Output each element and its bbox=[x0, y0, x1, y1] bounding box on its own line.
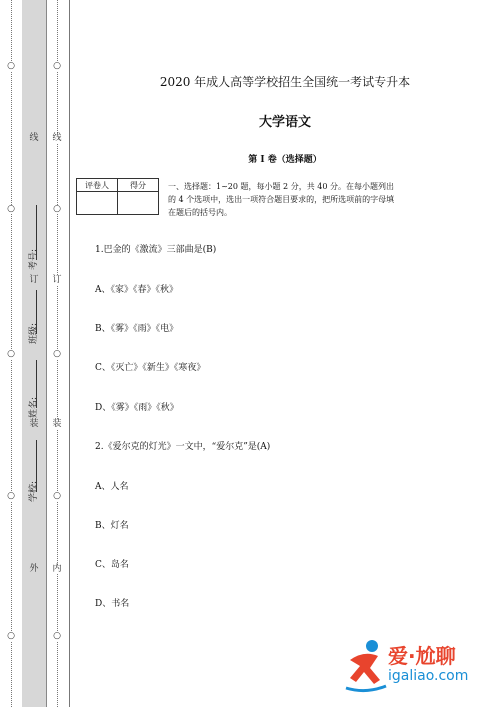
binding-mark-outer: 外 bbox=[29, 564, 39, 574]
binding-mark-mount: 装 bbox=[29, 419, 39, 429]
school-label: 学校: bbox=[29, 480, 39, 502]
subject-title: 大学语文 bbox=[258, 115, 311, 130]
option-b[interactable]: B、《雾》《雨》《电》 bbox=[95, 324, 179, 334]
binding-circle: ○ bbox=[51, 350, 63, 359]
score-table bbox=[76, 178, 159, 215]
binding-mark-line: 线 bbox=[29, 133, 39, 143]
watermark-logo bbox=[344, 636, 494, 696]
name-label: 姓名: bbox=[29, 396, 39, 418]
binding-circle: ○ bbox=[51, 62, 63, 71]
grader-header: 评卷人 bbox=[77, 179, 118, 192]
binding-circle: ○ bbox=[5, 492, 17, 501]
name-blank[interactable] bbox=[36, 360, 37, 408]
option-a[interactable]: A、人名 bbox=[95, 482, 129, 492]
class-label: 班级: bbox=[29, 322, 39, 344]
exam-title: 2020 年成人高等学校招生全国统一考试专升本 bbox=[159, 75, 411, 89]
exam-no-label: 考号: bbox=[29, 248, 39, 270]
binding-mark-inner: 内 bbox=[52, 564, 62, 574]
runner-icon bbox=[344, 636, 388, 696]
exam-no-blank[interactable] bbox=[36, 205, 37, 260]
option-d[interactable]: D、书名 bbox=[95, 599, 130, 609]
option-c[interactable]: C、《灭亡》《新生》《寒夜》 bbox=[95, 363, 206, 373]
binding-mark-bind: 订 bbox=[29, 275, 39, 285]
section-instructions: 一、选择题：1~20 题，每小题 2 分，共 40 分。在每小题列出的 4 个选项中，选出一项符合题目要求的，把所选项前的字母填在题后的括号内。 bbox=[168, 182, 395, 217]
watermark-brand: 爱·尬聊 bbox=[388, 644, 456, 668]
binding-circle: ○ bbox=[51, 492, 63, 501]
binding-strip-gray bbox=[22, 0, 47, 707]
school-blank[interactable] bbox=[36, 440, 37, 492]
question-stem: 1.巴金的《激流》三部曲是(B) bbox=[95, 245, 217, 255]
option-d[interactable]: D、《雾》《雨》《秋》 bbox=[95, 403, 179, 413]
option-c[interactable]: C、岛名 bbox=[95, 560, 129, 570]
option-b[interactable]: B、灯名 bbox=[95, 521, 129, 531]
grader-cell[interactable] bbox=[77, 192, 118, 215]
watermark-url: igaliao.com bbox=[388, 668, 469, 684]
binding-mark-mount: 装 bbox=[52, 419, 62, 429]
binding-circle: ○ bbox=[5, 205, 17, 214]
binding-mark-line: 线 bbox=[52, 133, 62, 143]
binding-circle: ○ bbox=[5, 62, 17, 71]
section-title: 第 I 卷（选择题） bbox=[248, 155, 322, 165]
option-a[interactable]: A、《家》《春》《秋》 bbox=[95, 285, 179, 295]
binding-circle: ○ bbox=[5, 350, 17, 359]
score-header: 得分 bbox=[118, 179, 159, 192]
binding-circle: ○ bbox=[5, 632, 17, 641]
question-stem: 2.《爱尔克的灯光》一文中，“爱尔克”是(A) bbox=[95, 442, 271, 452]
binding-mark-bind: 订 bbox=[52, 275, 62, 285]
score-cell[interactable] bbox=[118, 192, 159, 215]
class-blank[interactable] bbox=[36, 290, 37, 334]
binding-circle: ○ bbox=[51, 632, 63, 641]
binding-circle: ○ bbox=[51, 205, 63, 214]
